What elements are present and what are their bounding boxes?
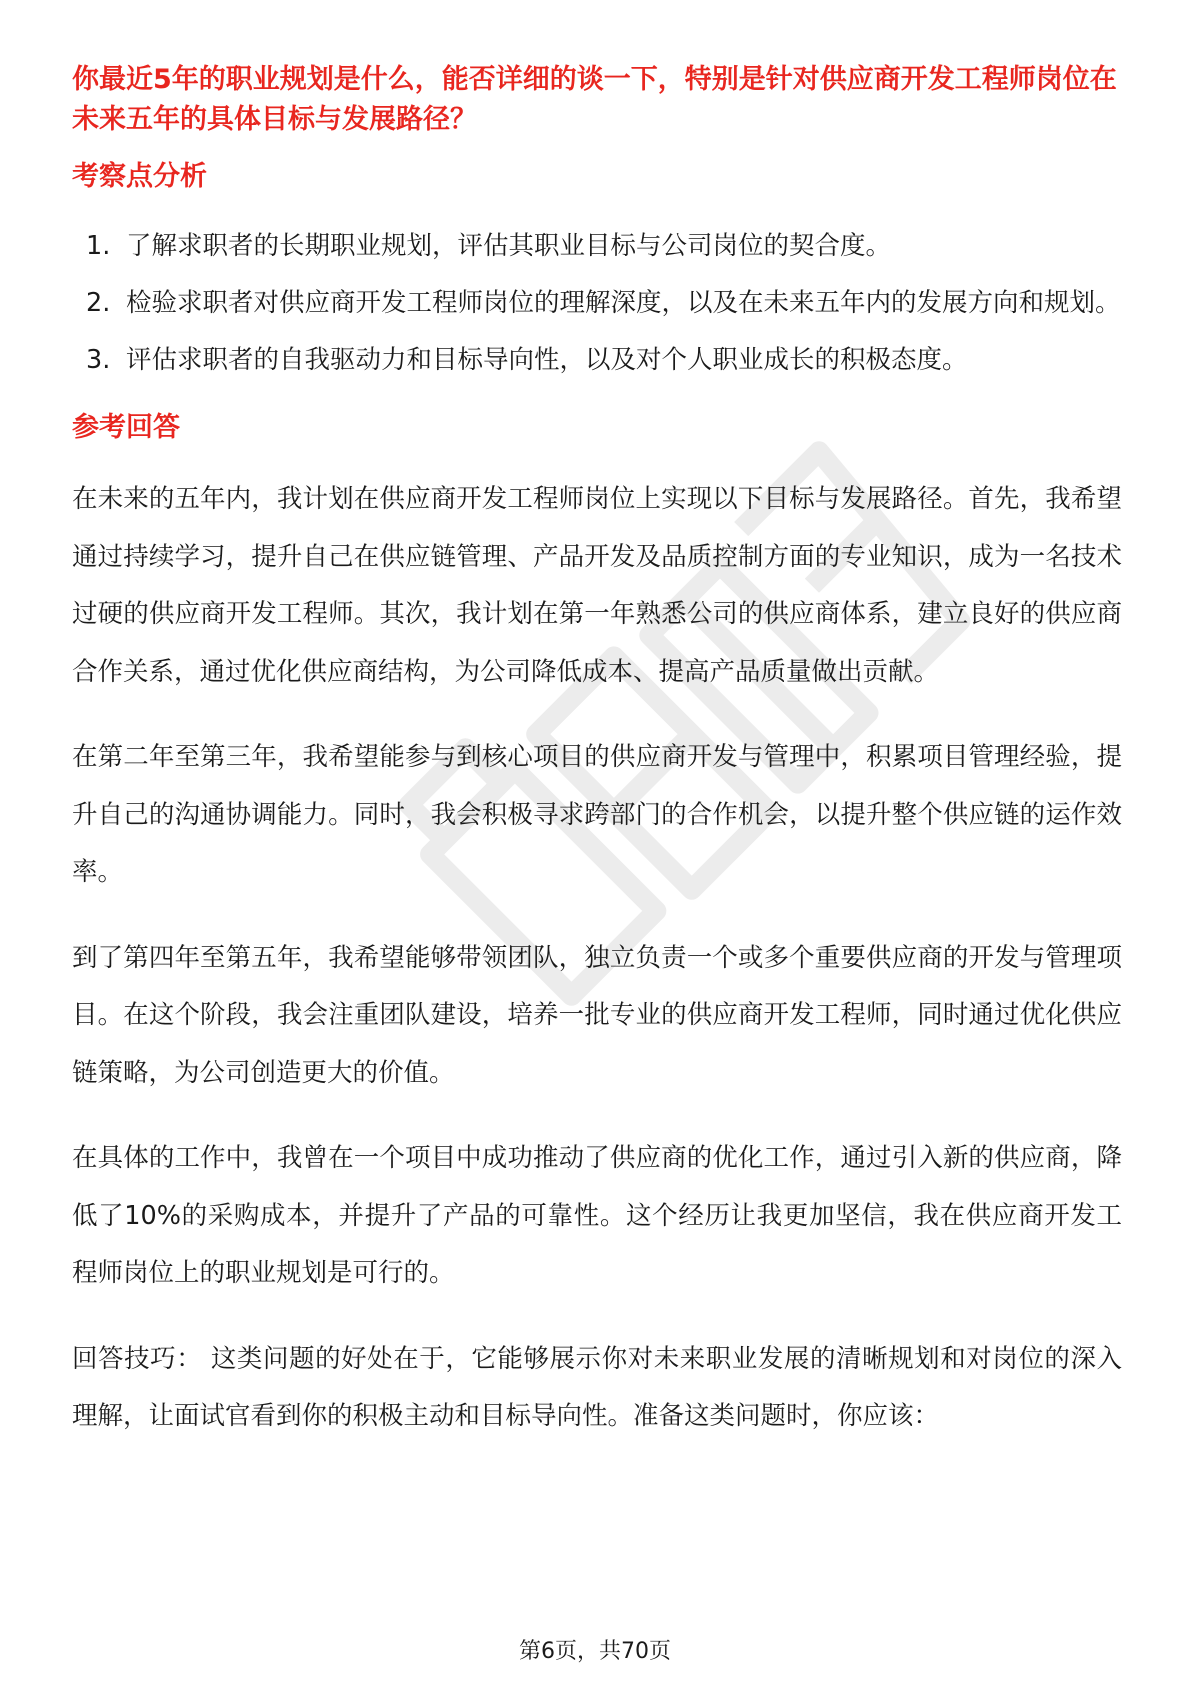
list-item-text: 了解求职者的长期职业规划，评估其职业目标与公司岗位的契合度。 (126, 231, 892, 261)
list-item (72, 332, 1122, 389)
answer-paragraph: 在第二年至第三年，我希望能参与到核心项目的供应商开发与管理中，积累项目管理经验，提升自己的沟通协调能力。同时，我会积极寻求跨部门的合作机会，以提升整个供应链的运作效率。 (72, 742, 1122, 887)
analysis-list (72, 218, 1122, 389)
list-item-number: 3. (86, 345, 111, 375)
answer-paragraph: 到了第四年至第五年，我希望能够带领团队，独立负责一个或多个重要供应商的开发与管理项目。在这个阶段，我会注重团队建设，培养一批专业的供应商开发工程师，同时通过优化供应链策略，为公司创造更大的价值。 (72, 942, 1122, 1088)
analysis-title: 考察点分析 (72, 161, 207, 192)
list-item-number: 2. (86, 288, 111, 318)
page-number: 第6页，共70页 (519, 1639, 671, 1664)
answer-paragraph: 在具体的工作中，我曾在一个项目中成功推动了供应商的优化工作，通过引入新的供应商，降低了10%的采购成本，并提升了产品的可靠性。这个经历让我更加坚信，我在供应商开发工程师岗位上的职业规划是可行的。 (72, 1143, 1122, 1288)
answer-title: 参考回答 (72, 412, 180, 443)
answer-tips-paragraph: 回答技巧： 这类问题的好处在于，它能够展示你对未来职业发展的清晰规划和对岗位的深入理解，让面试官看到你的积极主动和目标导向性。准备这类问题时，你应该： (72, 1343, 1122, 1431)
answer-paragraph: 在未来的五年内，我计划在供应商开发工程师岗位上实现以下目标与发展路径。首先，我希望通过持续学习，提升自己在供应链管理、产品开发及品质控制方面的专业知识，成为一名技术过硬的供应商开发工程师。其次，我计划在第一年熟悉公司的供应商体系，建立良好的供应商合作关系，通过优化供应商结构，为公司降低成本、提高产品质量做出贡献。 (72, 484, 1122, 687)
list-item (72, 218, 1122, 275)
document-page (72, 60, 1122, 1446)
question-heading: 你最近5年的职业规划是什么，能否详细的谈一下，特别是针对供应商开发工程师岗位在未来五年的具体目标与发展路径？ (72, 64, 1117, 135)
list-item-text: 评估求职者的自我驱动力和目标导向性，以及对个人职业成长的积极态度。 (126, 345, 968, 375)
list-item-number: 1. (86, 231, 111, 261)
list-item-text: 检验求职者对供应商开发工程师岗位的理解深度，以及在未来五年内的发展方向和规划。 (126, 288, 1121, 318)
list-item (72, 275, 1122, 332)
